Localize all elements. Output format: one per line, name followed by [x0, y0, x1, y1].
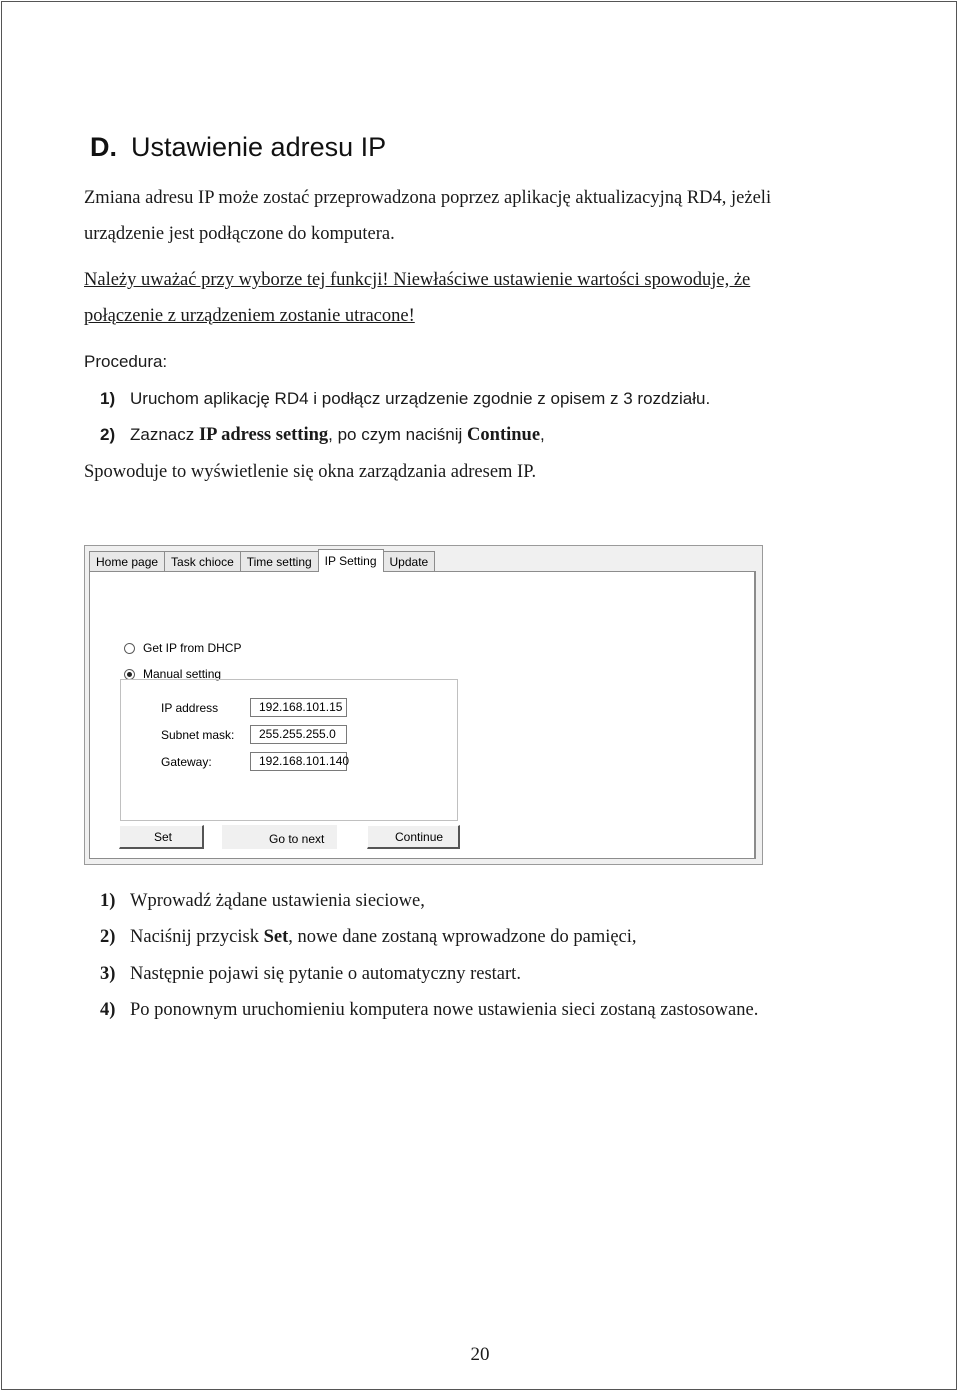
- step-number: 1): [100, 891, 116, 911]
- step-text: Uruchom aplikację RD4 i podłącz urządzenie zgodnie z opisem z 3 rozdziału.: [130, 389, 711, 408]
- instruction-step-3: [100, 956, 521, 992]
- step-bold-button: Continue: [467, 425, 541, 445]
- ip-address-input[interactable]: 192.168.101.15: [250, 698, 347, 717]
- continue-button[interactable]: [367, 825, 460, 849]
- step-number: 2): [100, 927, 116, 947]
- intro-paragraph: [84, 180, 771, 252]
- go-to-next-label: Go to next: [269, 832, 325, 846]
- panel-edge: [755, 571, 756, 859]
- section-letter: D.: [90, 132, 117, 162]
- step-text: Po ponownym uruchomieniu komputera nowe ustawienia sieci zostaną zastosowane.: [130, 1000, 759, 1020]
- dhcp-label: Get IP from DHCP: [143, 641, 242, 655]
- go-to-next-button[interactable]: [222, 825, 337, 849]
- set-button[interactable]: [119, 825, 204, 849]
- instruction-step-1: [100, 883, 425, 919]
- intro-line-1: Zmiana adresu IP może zostać przeprowadzona poprzez aplikację aktualizacyjną RD4, jeżeli: [84, 188, 772, 208]
- step-text: Następnie pojawi się pytanie o automatyczny restart.: [130, 964, 521, 984]
- subnet-mask-label: Subnet mask:: [161, 728, 235, 742]
- tab-home-page[interactable]: Home page: [89, 551, 165, 572]
- ip-address-label: IP address: [161, 701, 219, 715]
- tab-update[interactable]: Update: [383, 551, 436, 572]
- tab-ip-setting[interactable]: IP Setting: [318, 549, 384, 572]
- subnet-mask-input[interactable]: 255.255.255.0: [250, 725, 347, 744]
- step-text-post: ,: [540, 425, 545, 444]
- dhcp-radio[interactable]: [124, 643, 135, 654]
- procedure-label: Procedura:: [84, 352, 168, 371]
- manual-label: Manual setting: [143, 667, 222, 681]
- step-text-pre: Zaznacz: [130, 425, 199, 444]
- page-number: 20: [470, 1344, 490, 1365]
- tab-panel: [89, 571, 755, 859]
- instruction-step-4: [100, 992, 758, 1028]
- gateway-label: Gateway:: [161, 755, 212, 769]
- section-title: Ustawienie adresu IP: [131, 132, 387, 162]
- step-text-mid: , po czym naciśnij: [328, 425, 468, 444]
- procedure-step-2: [100, 417, 545, 453]
- step-text-pre: Naciśnij przycisk: [130, 927, 264, 947]
- warning-paragraph: [84, 262, 750, 334]
- instruction-step-2: [100, 919, 637, 955]
- manual-radio[interactable]: [124, 669, 135, 680]
- dhcp-option[interactable]: [124, 640, 241, 656]
- procedure-step-1: [100, 381, 710, 417]
- tab-task-choice[interactable]: Task chioce: [164, 551, 241, 572]
- set-button-label: Set: [154, 830, 173, 844]
- step-bold-button: Set: [263, 927, 289, 947]
- ip-setting-screenshot: [84, 545, 763, 865]
- step-text: Wprowadź żądane ustawienia sieciowe,: [130, 891, 425, 911]
- step-text-post: , nowe dane zostaną wprowadzone do pamięci,: [288, 927, 637, 947]
- step-number: 4): [100, 1000, 116, 1020]
- step-number: 3): [100, 964, 116, 984]
- tab-time-setting[interactable]: Time setting: [240, 551, 319, 572]
- warning-line-2: połączenie z urządzeniem zostanie utracone!: [84, 306, 415, 326]
- gateway-input[interactable]: 192.168.101.140: [250, 752, 347, 771]
- continue-button-label: Continue: [395, 830, 444, 844]
- warning-line-1: Należy uważać przy wyborze tej funkcji! Niewłaściwe ustawienie wartości spowoduje, że: [84, 270, 751, 290]
- step-bold-option: IP adress setting: [198, 425, 329, 445]
- tab-bar: [89, 549, 434, 571]
- step-number: 2): [100, 425, 116, 444]
- intro-line-2: urządzenie jest podłączone do komputera.: [84, 224, 395, 244]
- step-number: 1): [100, 389, 116, 408]
- procedure-result: Spowoduje to wyświetlenie się okna zarządzania adresem IP.: [84, 462, 537, 482]
- section-heading: [90, 132, 386, 163]
